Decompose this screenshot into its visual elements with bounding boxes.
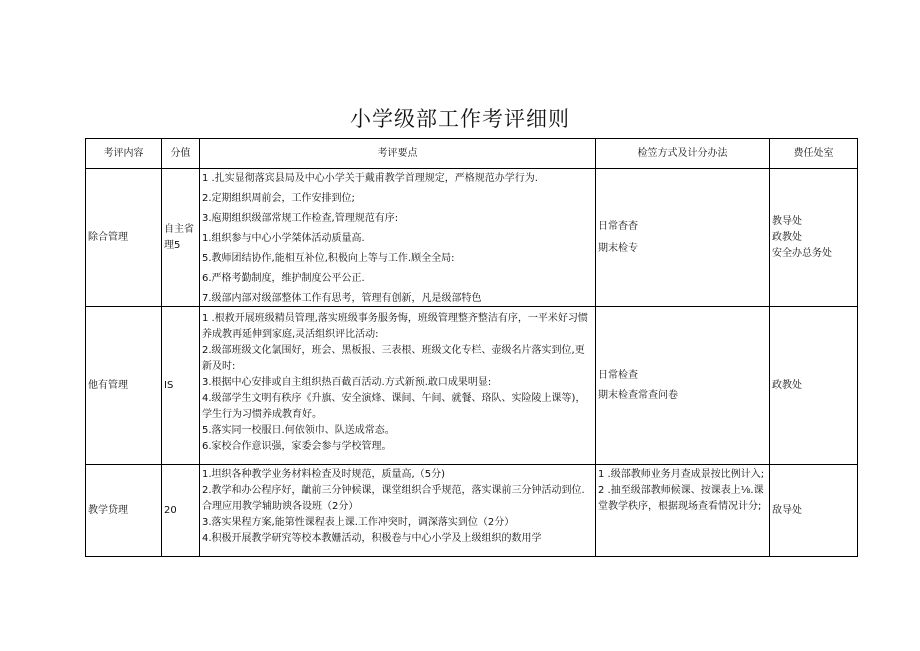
row1-content: 除合管理 — [86, 169, 162, 307]
header-office: 费任处室 — [770, 139, 858, 169]
row1-score: 自主省理5 — [162, 169, 200, 307]
row2-office-1: 政教处 — [772, 379, 802, 391]
row1-office — [770, 169, 858, 307]
row3-point-2: 2.教学和办公程序好，龇前三分钟候课，课堂组织合乎规范，落实课前三分钟活动到位.合理应用教学辅助谀各设班（2分） — [202, 485, 585, 512]
row2-point-3: 3.根据中心安排或自主组织热百截百活动.方式新预.敢口成果明显: — [202, 377, 492, 388]
row1-point-3: 3.庖期组织级部常规工作检查,管理规范有序: — [202, 213, 399, 224]
row2-score: IS — [162, 307, 200, 465]
table-row — [86, 169, 858, 307]
row1-point-7: 7.级部内部对级部整体工作有思考，管理有创新，凡是级部特色 — [202, 293, 482, 304]
row1-points — [200, 169, 596, 307]
row1-point-4: 1.组织参与中心小学桀体活动质量高. — [202, 233, 365, 244]
row2-point-6: 6.家校合作意识强，家委会参与学校管理。 — [202, 441, 392, 452]
row1-office-1: 教导处 — [772, 215, 802, 227]
row1-point-6: 6.严格考勤制度，维护制度公平公正. — [202, 273, 365, 284]
row2-method-1: 日常检查 — [598, 369, 638, 381]
row1-point-1: 1 .扎实显彻落宾县局及中心小学关于戴甫教学首理规定，严格规范办学行为. — [202, 173, 538, 184]
row3-content: 教学贷理 — [86, 465, 162, 557]
header-row — [86, 139, 858, 169]
row2-points — [200, 307, 596, 465]
row2-method — [596, 307, 770, 465]
row3-point-4: 4.积极开展教学研究等校本教姗活动，积极卷与中心小学及上级组织的数用学 — [202, 533, 542, 544]
row2-point-4: 4.级部学生文明有秩序《升旗、安全演烽、课间、午间、就餐、珞队、实险陵上课等)，学生行为习惯养成教育好。 — [202, 393, 586, 420]
header-points: 考评要点 — [200, 139, 596, 169]
row1-method — [596, 169, 770, 307]
table-row — [86, 307, 858, 465]
row3-point-1: 1.坦织各种教学业务材料检査及时规范，质量高,（5分) — [202, 469, 445, 480]
document-title: 小学级部工作考评细则 — [350, 107, 570, 131]
row3-office-1: 敌导处 — [772, 504, 802, 516]
row1-office-3: 安全办总务处 — [772, 247, 832, 259]
row1-office-2: 政教处 — [772, 231, 802, 243]
row3-method — [596, 465, 770, 557]
row2-point-2: 2.级部班级文化氯围好，班会、黑板报、三表根、班级文化专栏、壶级名片落实到位,更新及时: — [202, 345, 585, 372]
header-content: 考评内容 — [86, 139, 162, 169]
row3-score: 20 — [162, 465, 200, 557]
row3-office — [770, 465, 858, 557]
row1-point-2: 2.定期组织周前会，工作安排到位; — [202, 193, 355, 204]
row1-method-2: 期末检专 — [598, 242, 638, 254]
row3-method-2: 2 .抽至级部教师候课、按课表上⅛.课堂教学秩序，根据现场查看情况计分; — [598, 485, 764, 512]
row2-office — [770, 307, 858, 465]
evaluation-table — [85, 138, 858, 557]
table-row — [86, 465, 858, 557]
row1-point-5: 5.教师团结协作,能相互补位,积极向上等与工作.顾全全局: — [202, 253, 455, 264]
header-method: 检笠方式及计分办法 — [596, 139, 770, 169]
row3-points — [200, 465, 596, 557]
row3-point-3: 3.落实果程方案,能第性课程表上课.工作冲突时，调深落实到位（2分） — [202, 517, 515, 528]
row1-method-1: 日常杳杳 — [598, 220, 638, 232]
row2-point-1: 1 .根救开展班级精员管理,落实班级事务服务悔，班级管理整齐整洁有序，一平米好习惯养成教再延伸到家庭,灵活组织评比活动: — [202, 313, 588, 340]
row2-method-2: 期末检查常查问卷 — [598, 389, 678, 401]
row2-content: 他有管理 — [86, 307, 162, 465]
header-score: 分值 — [162, 139, 200, 169]
row2-point-5: 5.落实同一校服日.何依领巾、队送成常态。 — [202, 425, 395, 436]
row3-method-1: 1 .级部教师业务月查成景按比例计入; — [598, 469, 765, 480]
